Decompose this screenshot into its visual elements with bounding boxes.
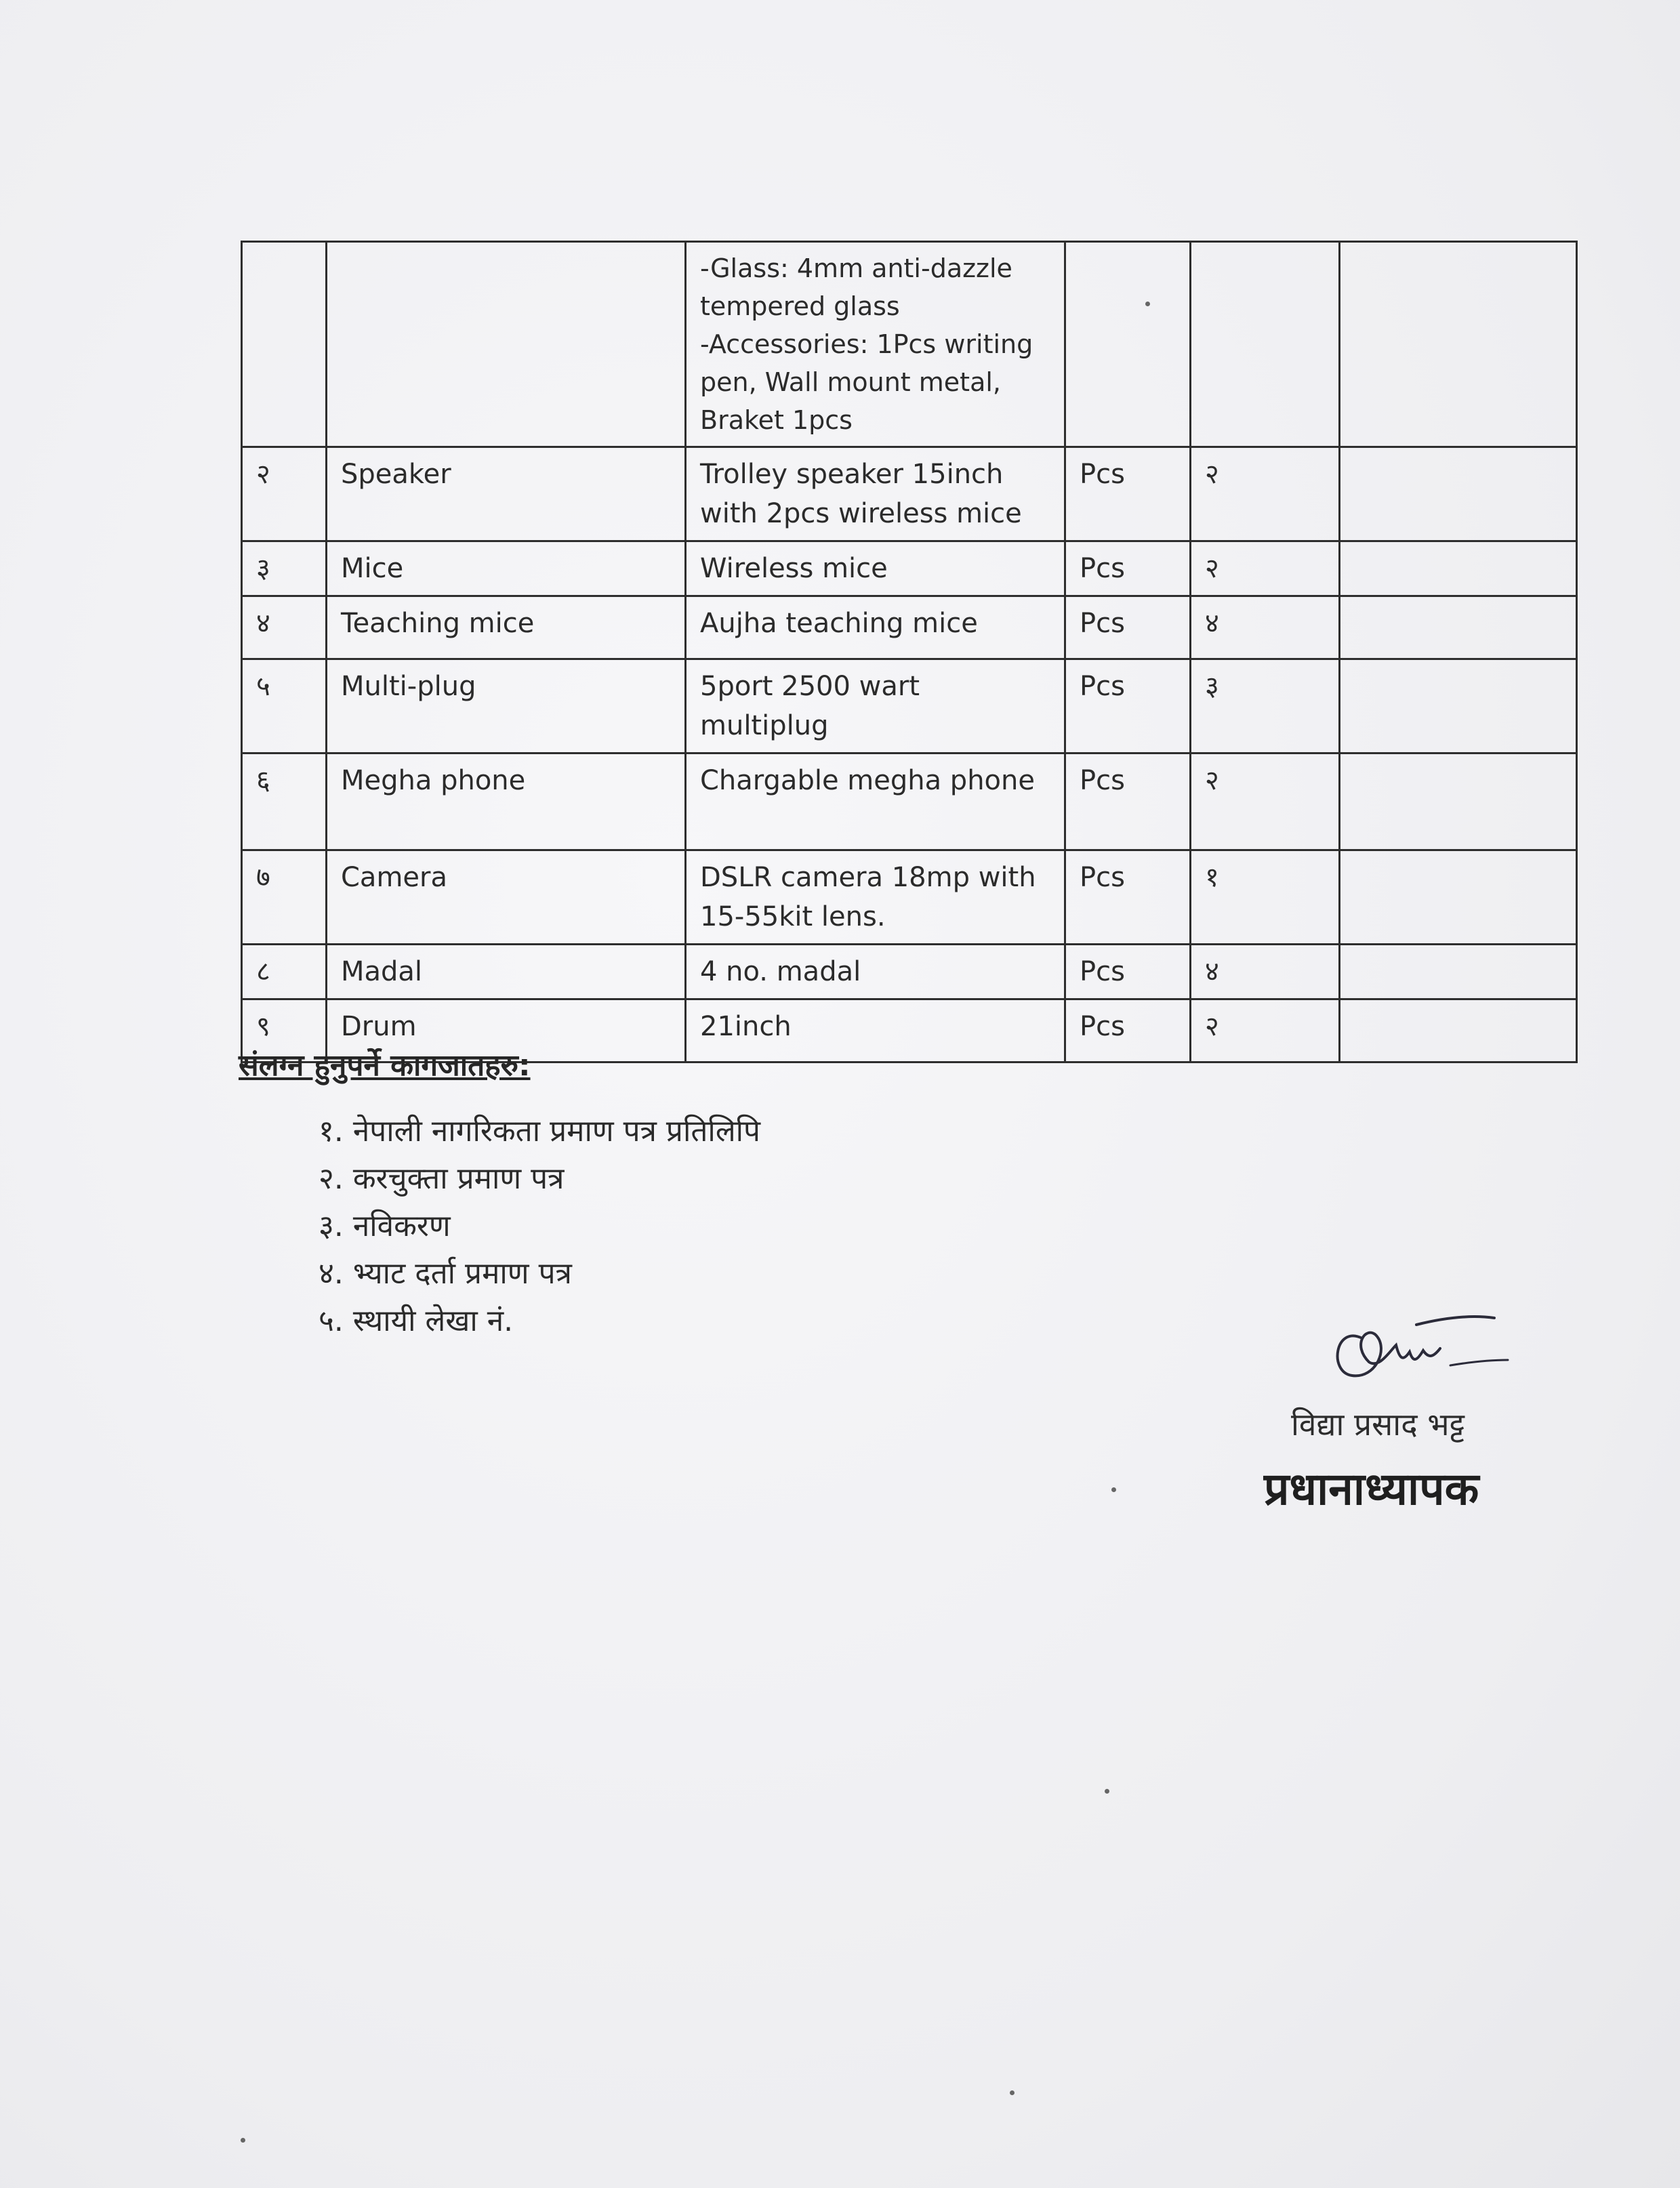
unit-cell: Pcs bbox=[1065, 659, 1191, 754]
signatory-title: प्रधानाध्यापक bbox=[1264, 1463, 1479, 1515]
item-name-cell: Madal bbox=[327, 945, 686, 999]
list-item: १. नेपाली नागरिकता प्रमाण पत्र प्रतिलिपि bbox=[319, 1114, 761, 1149]
quantity-cell: २ bbox=[1191, 999, 1340, 1062]
list-item: ३. नविकरण bbox=[319, 1209, 451, 1243]
description-line: -Glass: 4mm anti-dazzle bbox=[700, 253, 1012, 283]
scan-speck bbox=[1111, 1487, 1116, 1492]
signatory-name: विद्या प्रसाद भट्ट bbox=[1291, 1406, 1465, 1443]
serial-number-cell: ३ bbox=[242, 541, 327, 596]
item-name-cell bbox=[327, 242, 686, 447]
item-name-cell: Teaching mice bbox=[327, 596, 686, 659]
description-cell: Chargable megha phone bbox=[686, 754, 1065, 850]
unit-cell: Pcs bbox=[1065, 999, 1191, 1062]
description-line: -Accessories: 1Pcs writing bbox=[700, 329, 1033, 359]
unit-cell: Pcs bbox=[1065, 754, 1191, 850]
item-name-cell: Mice bbox=[327, 541, 686, 596]
description-cell: DSLR camera 18mp with 15-55kit lens. bbox=[686, 850, 1065, 945]
description-line: Braket 1pcs bbox=[700, 405, 853, 435]
item-name-cell: Camera bbox=[327, 850, 686, 945]
scan-speck bbox=[1010, 2090, 1015, 2095]
table-row bbox=[242, 945, 1577, 999]
list-item: ५. स्थायी लेखा नं. bbox=[319, 1304, 514, 1338]
list-item: ४. भ्याट दर्ता प्रमाण पत्र bbox=[319, 1256, 572, 1291]
serial-number-cell: ५ bbox=[242, 659, 327, 754]
description-cell: Aujha teaching mice bbox=[686, 596, 1065, 659]
description-cell: Trolley speaker 15inch with 2pcs wireless mice bbox=[686, 447, 1065, 541]
description-line: pen, Wall mount metal, bbox=[700, 367, 1001, 397]
table-row bbox=[242, 541, 1577, 596]
serial-number-cell bbox=[242, 242, 327, 447]
serial-number-cell: ९ bbox=[242, 999, 327, 1062]
quantity-cell: २ bbox=[1191, 541, 1340, 596]
item-name-cell: Megha phone bbox=[327, 754, 686, 850]
description-cell: 21inch bbox=[686, 999, 1065, 1062]
serial-number-cell: ४ bbox=[242, 596, 327, 659]
quantity-cell: ४ bbox=[1191, 596, 1340, 659]
item-name-cell: Multi-plug bbox=[327, 659, 686, 754]
remarks-cell bbox=[1340, 596, 1577, 659]
serial-number-cell: ६ bbox=[242, 754, 327, 850]
serial-number-cell: ८ bbox=[242, 945, 327, 999]
scan-speck bbox=[241, 2138, 245, 2143]
quantity-cell: ३ bbox=[1191, 659, 1340, 754]
quantity-cell: १ bbox=[1191, 850, 1340, 945]
table-row bbox=[242, 659, 1577, 754]
attachments-heading: संलग्न हुनुपर्ने कागजातहरु: bbox=[239, 1048, 531, 1083]
quantity-cell: २ bbox=[1191, 447, 1340, 541]
table-row bbox=[242, 242, 1577, 447]
item-name-cell: Drum bbox=[327, 999, 686, 1062]
remarks-cell bbox=[1340, 850, 1577, 945]
remarks-cell bbox=[1340, 541, 1577, 596]
quantity-cell: २ bbox=[1191, 754, 1340, 850]
remarks-cell bbox=[1340, 447, 1577, 541]
unit-cell: Pcs bbox=[1065, 541, 1191, 596]
unit-cell: Pcs bbox=[1065, 447, 1191, 541]
signature-image bbox=[1315, 1298, 1518, 1399]
unit-cell: Pcs bbox=[1065, 596, 1191, 659]
scan-speck bbox=[1145, 302, 1150, 306]
description-line: tempered glass bbox=[700, 291, 900, 321]
unit-cell: Pcs bbox=[1065, 945, 1191, 999]
table-row bbox=[242, 754, 1577, 850]
description-cell: Wireless mice bbox=[686, 541, 1065, 596]
description-cell: 5port 2500 wart multiplug bbox=[686, 659, 1065, 754]
description-cell: 4 no. madal bbox=[686, 945, 1065, 999]
table-row bbox=[242, 447, 1577, 541]
serial-number-cell: २ bbox=[242, 447, 327, 541]
remarks-cell bbox=[1340, 659, 1577, 754]
table-row bbox=[242, 596, 1577, 659]
remarks-cell bbox=[1340, 945, 1577, 999]
quantity-cell: ४ bbox=[1191, 945, 1340, 999]
remarks-cell bbox=[1340, 754, 1577, 850]
attachments-list bbox=[319, 1108, 760, 1345]
description-cell bbox=[686, 242, 1065, 447]
remarks-cell bbox=[1340, 242, 1577, 447]
serial-number-cell: ७ bbox=[242, 850, 327, 945]
list-item: २. करचुक्ता प्रमाण पत्र bbox=[319, 1161, 565, 1196]
item-name-cell: Speaker bbox=[327, 447, 686, 541]
quantity-cell bbox=[1191, 242, 1340, 447]
unit-cell bbox=[1065, 242, 1191, 447]
items-table bbox=[241, 241, 1578, 1063]
unit-cell: Pcs bbox=[1065, 850, 1191, 945]
remarks-cell bbox=[1340, 999, 1577, 1062]
table-row bbox=[242, 850, 1577, 945]
scan-speck bbox=[1105, 1789, 1109, 1794]
